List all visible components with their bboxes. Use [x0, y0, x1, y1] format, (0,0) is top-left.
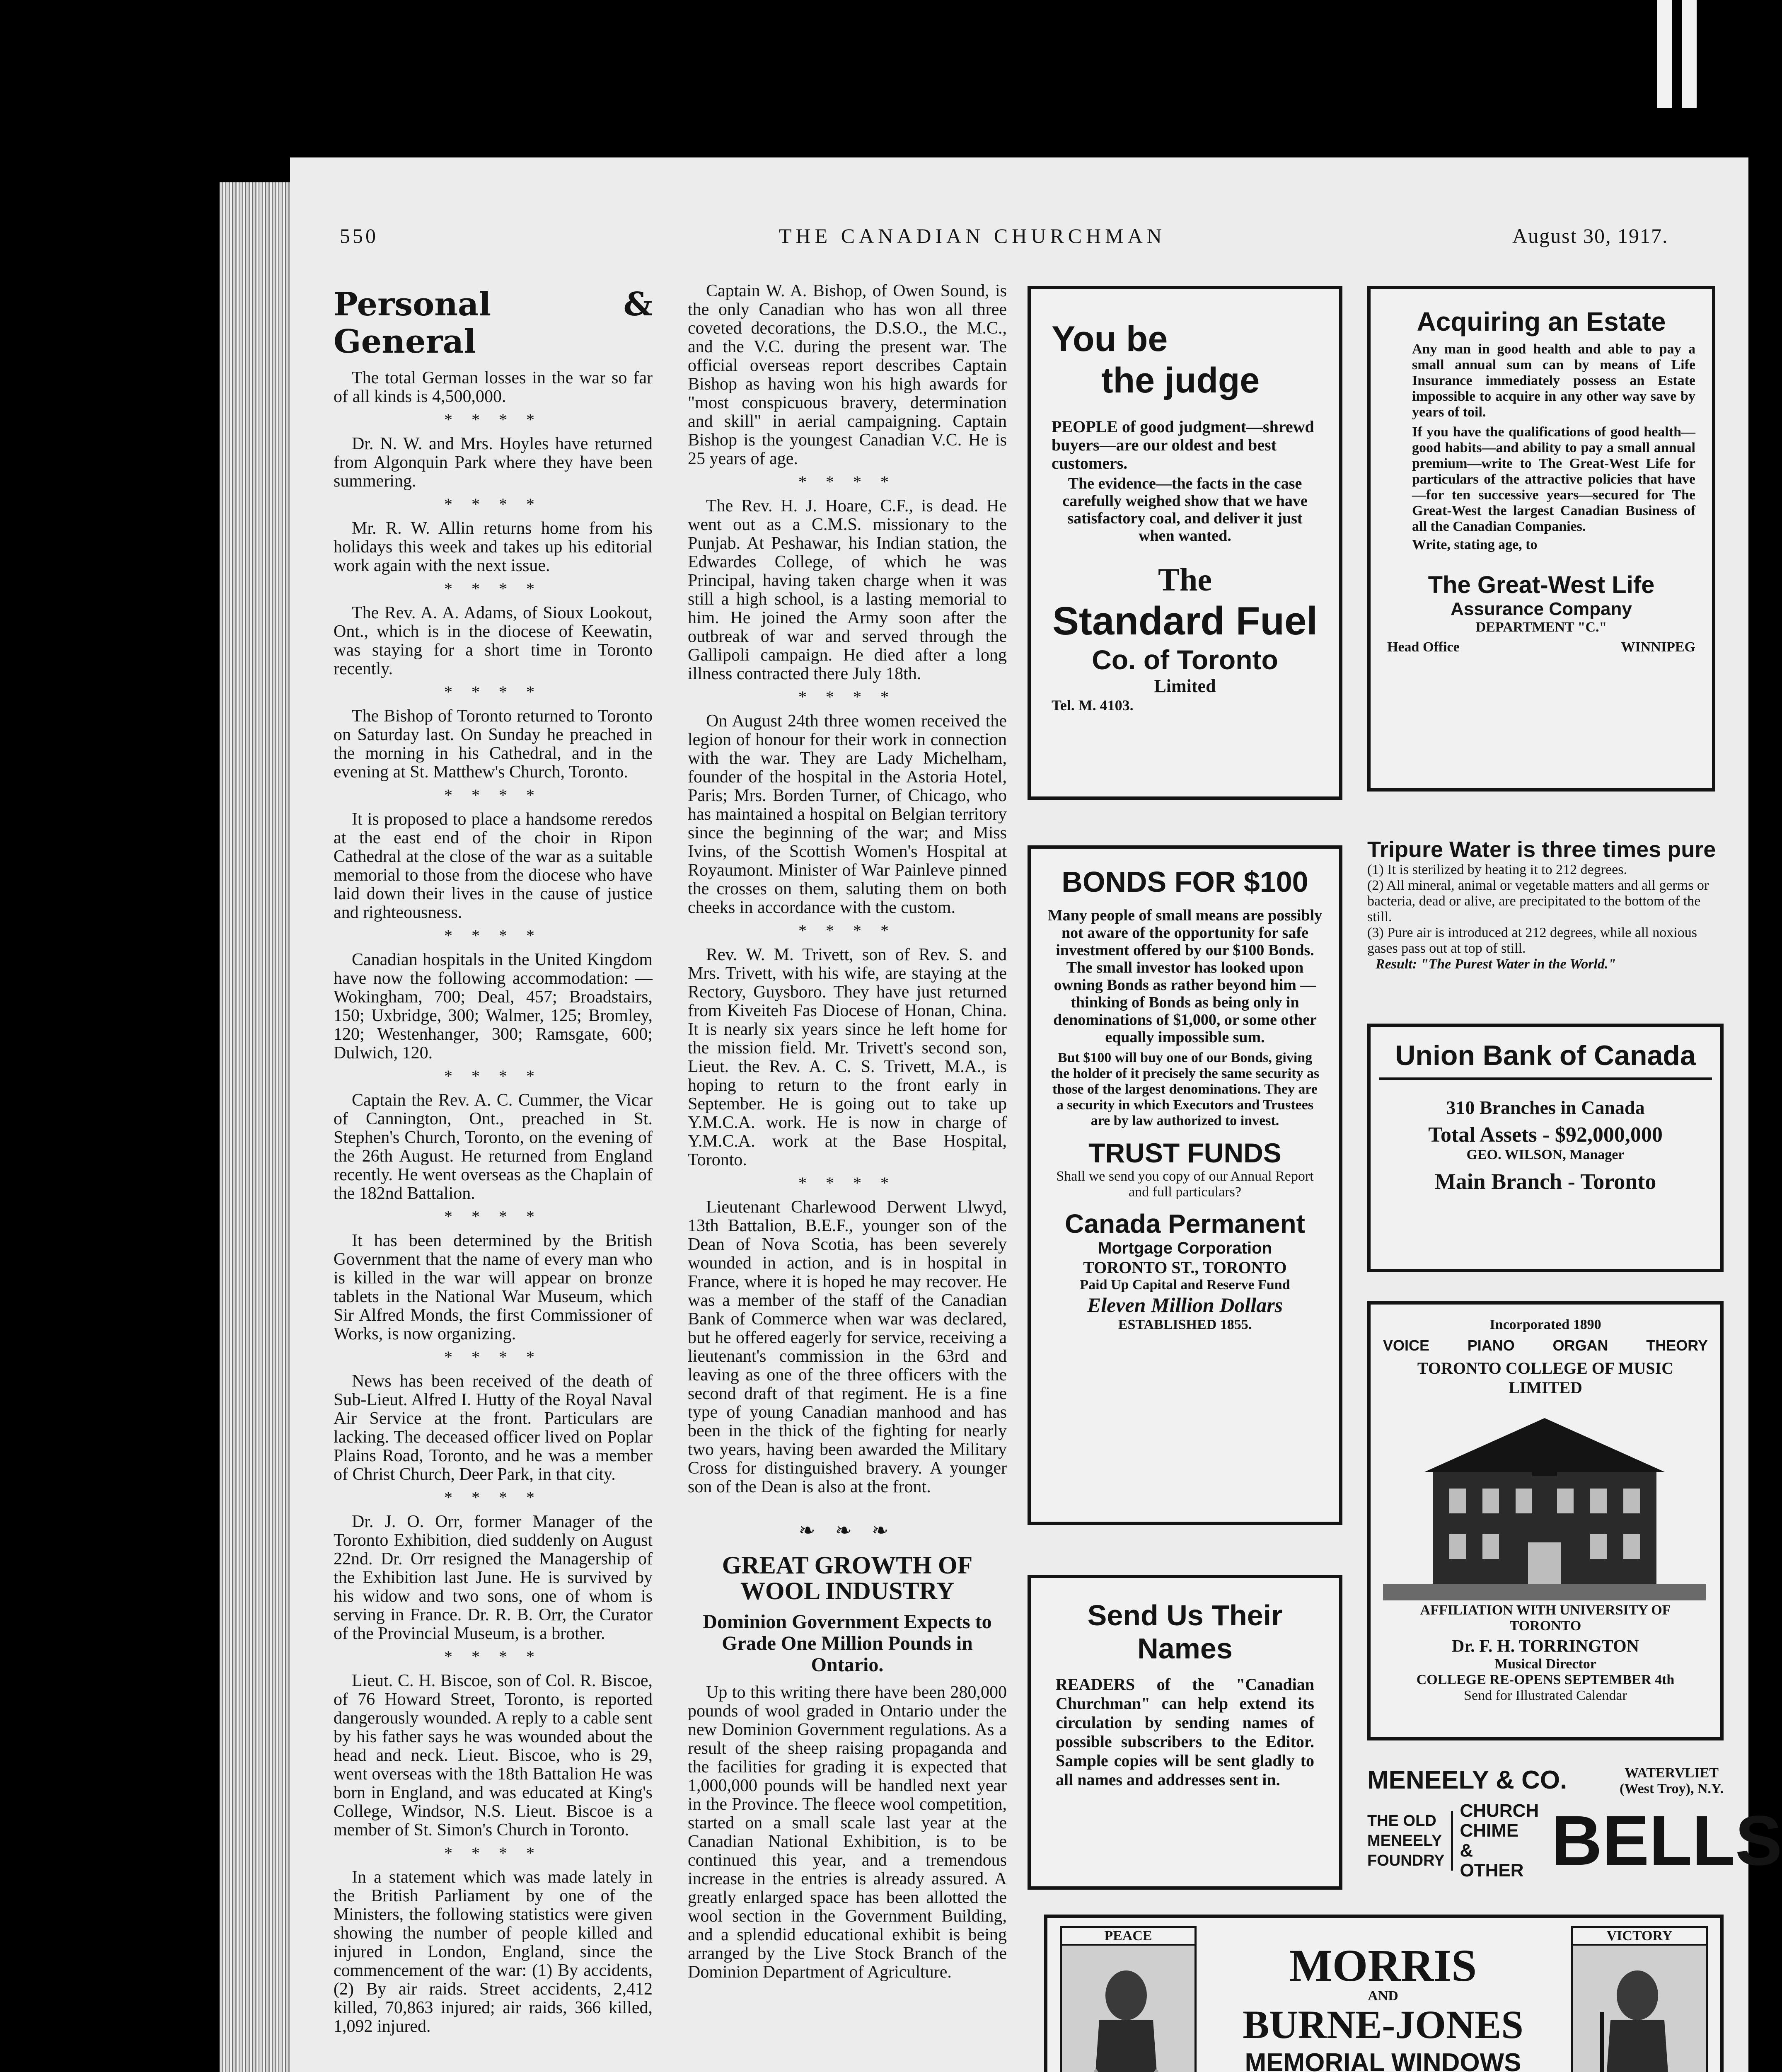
- separator: * * * *: [798, 687, 896, 706]
- news-item: Lieut. C. H. Biscoe, son of Col. R. Biscoe, of 76 Howard Street, Toronto, is reported dangerously wounded. A reply to a cable sent by his father says he was wounded about the head and neck. Lieut. Biscoe, who is 29, went overseas with the 18th Battalion He was born in England, and was educated at King's College, Windsor, N.S. Lieut. Biscoe is a member of St. Simon's Church in Toronto.: [334, 1671, 653, 1840]
- ad-send-heading-2: Names: [1137, 1632, 1233, 1665]
- ad-bells-location: WATERVLIET: [1625, 1765, 1719, 1781]
- ad-bonds-company-2: Mortgage Corporation: [1098, 1239, 1272, 1257]
- ad-union-assets: Total Assets - $92,000,000: [1428, 1123, 1663, 1147]
- news-item: Rev. W. M. Trivett, son of Rev. S. and Mrs. Trivett, with his wife, are staying at the Rectory, Guysboro. They have just returned from Kiveiteh Fas Diocese of Honan, China. It is nearly six years since he left home for the mission field. Mr. Trivett's second son, Lieut. the Rev. A. C. S. Trivett, M.A., is hoping to return to the front early in September. He is going out to take up Y.M.C.A. work. He is now in charge of Y.M.C.A. work at the Base Hospital, Toronto.: [688, 945, 1007, 1169]
- ad-music-incorporated: Incorporated 1890: [1489, 1317, 1601, 1332]
- ad-bells-mid: & OTHER: [1460, 1840, 1524, 1881]
- ad-music-college-name: TORONTO COLLEGE OF MUSIC LIMITED: [1417, 1359, 1674, 1397]
- scan-bar-top-right: [1657, 0, 1672, 108]
- ad-bells-location-2: (West Troy), N.Y.: [1620, 1781, 1724, 1796]
- separator: * * * *: [444, 1067, 542, 1085]
- ad-music-piano: PIANO: [1467, 1337, 1515, 1354]
- ad-music-affiliation: AFFILIATION WITH UNIVERSITY OF TORONTO: [1420, 1602, 1671, 1634]
- ad-bells-mid: CHURCH: [1460, 1801, 1539, 1821]
- ad-morris-name-2: BURNE-JONES: [1243, 2002, 1523, 2047]
- news-item: The Rev. H. J. Hoare, C.F., is dead. He went out as a C.M.S. missionary to the Punjab. At Peshawar, his Indian station, the Edwardes College, of which he was Principal, having taken charge when it was still a high school, is a lasting memorial to him. He joined the Army soon after the outbreak of war and served through the Gallipoli campaign. He died after a long illness contracted there July 18th.: [688, 496, 1007, 683]
- ad-great-west-life: [1367, 286, 1715, 792]
- news-item: In a statement which was made lately in the British Parliament by one of the Ministers, the following statistics were given showing the number of people killed and injured in London, England, since the commencement of the war: (1) By accidents, (2) By air raids. Street accidents, 2,412 killed, 70,863 injured; air raids, 366 killed, 1,092 injured.: [334, 1868, 653, 2036]
- ad-estate-heading: Acquiring an Estate: [1417, 307, 1666, 336]
- ad-send-heading-1: Send Us Their: [1087, 1599, 1283, 1631]
- publication-title: THE CANADIAN CHURCHMAN: [779, 224, 1166, 247]
- news-item: News has been received of the death of Sub-Lieut. Alfred I. Hutty of the Royal Naval Air Service at the front. Particulars are lacking. The deceased officer lived on Poplar Plains Road, Toronto, and he was a member of Christ Church, Deer Park, in that city.: [334, 1372, 653, 1484]
- ad-estate-city: WINNIPEG: [1621, 639, 1695, 655]
- ad-music-reopen: COLLEGE RE-OPENS SEPTEMBER 4th: [1416, 1672, 1675, 1687]
- ad-fuel-heading-2: the judge: [1101, 361, 1260, 400]
- scan-bar-top-right-2: [1682, 0, 1697, 108]
- column-personal-general: [334, 286, 653, 2036]
- ad-bonds-established: ESTABLISHED 1855.: [1118, 1317, 1252, 1332]
- ad-bonds-text-1: Many people of small means are possibly not aware of the opportunity for safe investment offered by our $100 Bonds. The small investor has looked upon owning Bonds as rather beyond him — thinking of Bonds as being only in denominations of $1,000, or some other equally impossible sum.: [1047, 907, 1323, 1046]
- ad-union-main-branch: Main Branch - Toronto: [1434, 1169, 1656, 1194]
- ad-bonds-capital-2: Eleven Million Dollars: [1087, 1293, 1283, 1317]
- ad-union-manager: GEO. WILSON, Manager: [1466, 1147, 1625, 1162]
- news-item: On August 24th three women received the legion of honour for their work in connection with the war. They are Lady Michelham, founder of the hospital in the Astoria Hotel, Paris; Mrs. Borden Turner, of Chicago, who has maintained a hospital on Belgian territory since the beginning of the war; and Miss Ivins, of the Scottish Women's Hospital at Royaumont. Minister of War Painleve pinned the crosses on them, saluting them on both cheeks in accordance with the custom.: [688, 712, 1007, 917]
- wool-article-title: GREAT GROWTH OF WOOL INDUSTRY: [722, 1552, 973, 1605]
- separator: * * * *: [798, 921, 896, 940]
- ad-bells-left: THE OLD: [1367, 1812, 1436, 1830]
- ad-estate-company: The Great-West Life: [1428, 571, 1655, 598]
- ad-bonds-capital: Paid Up Capital and Reserve Fund: [1080, 1277, 1290, 1293]
- ad-meneely-bells: [1367, 1765, 1782, 1890]
- wool-article-subtitle: Dominion Government Expects to Grade One Million Pounds in Ontario.: [703, 1611, 992, 1676]
- victory-figure-illustration: [1573, 1946, 1702, 2072]
- news-item: Dr. J. O. Orr, former Manager of the Toronto Exhibition, died suddenly on August 22nd. Dr. Orr resigned the Managership of the Exhibition last June. He is survived by his widow and two sons, one of whom is serving in France. Dr. R. B. Orr, the Curator of the Provincial Museum, is a brother.: [334, 1512, 653, 1643]
- ad-estate-company-2: Assurance Company: [1451, 599, 1632, 619]
- separator: * * * *: [444, 683, 542, 701]
- ad-fuel-text: PEOPLE of good judgment—shrewd buyers—are our oldest and best customers.: [1052, 417, 1314, 472]
- ad-send-us-names: [1028, 1575, 1342, 1890]
- ad-morris-and: AND: [1368, 1988, 1398, 2004]
- news-item: The Bishop of Toronto returned to Toronto on Saturday last. On Sunday he preached in the morning in his Cathedral, and in the evening at St. Matthew's Church, Toronto.: [334, 707, 653, 782]
- ad-tripure-water: [1367, 837, 1724, 972]
- ad-fuel-the: The: [1158, 562, 1212, 598]
- ad-estate-text-2: If you have the qualifications of good health—good habits—and ability to pay a small annual premium—write to The Great-West Life for particulars of the attractive policies that have—for ten successive years—secured for The Great-West the largest Canadian Business of all the Canadian Companies.: [1412, 424, 1695, 534]
- ad-music-director: Dr. F. H. TORRINGTON: [1451, 1637, 1639, 1656]
- issue-date: August 30, 1917.: [1512, 224, 1668, 247]
- column-middle: [688, 282, 1007, 1982]
- page-number: 550: [340, 224, 378, 247]
- college-building-illustration: [1383, 1402, 1706, 1600]
- news-item: The total German losses in the war so far of all kinds is 4,500,000.: [334, 368, 653, 406]
- separator: * * * *: [444, 410, 542, 429]
- ad-union-bank: [1367, 1024, 1724, 1272]
- ad-music-calendar: Send for Illustrated Calendar: [1464, 1688, 1627, 1703]
- ad-bonds-text-2: But $100 will buy one of our Bonds, giving the holder of it precisely the same security as those of the largest denominations. They are a security in which Executors and Trustees are by law authorized to invest.: [1050, 1050, 1320, 1128]
- separator: * * * *: [444, 579, 542, 598]
- ad-estate-office: Head Office: [1387, 639, 1460, 655]
- section-heading: Personal & General: [334, 286, 653, 361]
- newspaper-page: [290, 157, 1782, 2072]
- ad-music-theory: THEORY: [1646, 1337, 1708, 1354]
- ad-estate-text-1: Any man in good health and able to pay a small annual sum can by means of Life Insurance immediately possess an Estate impossible to acquire in any other way save by years of toil.: [1412, 341, 1695, 420]
- separator: * * * *: [444, 1488, 542, 1507]
- news-item: Canadian hospitals in the United Kingdom have now the following accommodation: — Wokingham, 700; Deal, 457; Broadstairs, 150; Uxbridge, 300; Walmer, 125; Bromley, 120; Westenhanger, 300; Ramsgate, 600; Dulwich, 120.: [334, 950, 653, 1063]
- news-item: Captain W. A. Bishop, of Owen Sound, is the only Canadian who has won all three coveted decorations, the D.S.O., the M.C., and the V.C. during the present war. The official overseas report describes Captain Bishop as having won his high awards for "most conspicuous bravery, determination and skill" in aerial campaigning. Captain Bishop is the youngest Canadian V.C. He is 25 years of age.: [688, 281, 1007, 468]
- separator: * * * *: [444, 495, 542, 513]
- ad-bells-left: MENEELY: [1367, 1832, 1442, 1849]
- separator: * * * *: [444, 1348, 542, 1366]
- ad-bells-left: FOUNDRY: [1367, 1852, 1445, 1869]
- ad-union-branches: 310 Branches in Canada: [1446, 1097, 1645, 1118]
- ad-fuel-limited: Limited: [1154, 676, 1216, 696]
- ad-morris-line-1: MEMORIAL WINDOWS: [1245, 2048, 1521, 2072]
- ad-bells-mid: CHIME: [1460, 1820, 1519, 1841]
- ad-bells-company: MENEELY & CO.: [1367, 1766, 1567, 1794]
- ad-fuel-company-2: Co. of Toronto: [1092, 644, 1278, 675]
- victory-panel: [1571, 1926, 1708, 2072]
- separator: * * * *: [444, 1647, 542, 1666]
- peace-figure-illustration: [1062, 1946, 1190, 2072]
- section-ornament: ❧ ❧ ❧: [798, 1520, 896, 1542]
- news-item: It is proposed to place a handsome reredos at the east end of the choir in Ripon Cathedral at the close of the war as a suitable memorial to those from the diocese who have laid down their lives in the cause of justice and righteousness.: [334, 810, 653, 922]
- ad-tripure-item: (3) Pure air is introduced at 212 degrees, while all noxious gases pass out at top of still.: [1367, 925, 1697, 956]
- ad-bonds-trust-funds: TRUST FUNDS: [1088, 1138, 1281, 1168]
- separator: * * * *: [444, 1207, 542, 1226]
- ad-standard-fuel: [1028, 286, 1342, 800]
- ad-music-role: Musical Director: [1494, 1656, 1596, 1672]
- ad-send-text: READERS of the "Canadian Churchman" can help extend its circulation by sending names of possible subscribers to the Editor. Sample copies will be sent gladly to all names and addresses sent in.: [1056, 1675, 1314, 1789]
- ad-tripure-result: Result: "The Purest Water in the World.": [1376, 956, 1616, 972]
- news-item: Lieutenant Charlewood Derwent Llwyd, 13th Battalion, B.E.F., younger son of the Dean of Nova Scotia, has been severely wounded in action, and is in hospital in France, where it is hoped he may recover. He was a member of the staff of the Canadian Bank of Commerce when war was declared, but he offered eagerly for service, receiving a lieutenant's commission in the 63rd and leaving as one of the three officers with the second draft of that regiment. He is a fine type of young Canadian manhood and has been in the thick of the fighting for nearly two years, having been awarded the Military Cross for distinguished bravery. A younger son of the Dean is also at the front.: [688, 1198, 1007, 1496]
- ad-union-heading: Union Bank of Canada: [1379, 1039, 1712, 1080]
- peace-panel: [1060, 1926, 1197, 2072]
- ad-fuel-phone: Tel. M. 4103.: [1052, 697, 1134, 714]
- victory-label: VICTORY: [1573, 1928, 1706, 1946]
- wool-article-body: Up to this writing there have been 280,000 pounds of wool graded in Ontario under the new Dominion Government regulations. As a result of the sheep raising propaganda and the facilities for grading it is expected that 1,000,000 pounds will be handled next year in the Province. The fleece wool competition, started on a small scale last year at the Canadian National Exhibition, is to be continued this year, and a tremendous increase in the entries is already assured. A greatly enlarged space has been allotted the wool section in the Government Building, and a splendid educational exhibit is being arranged by the Live Stock Branch of the Dominion Department of Agriculture.: [688, 1683, 1007, 1982]
- ad-fuel-company: Standard Fuel: [1052, 599, 1318, 643]
- ad-estate-text-3: Write, stating age, to: [1412, 537, 1538, 552]
- ad-fuel-heading-1: You be: [1052, 319, 1168, 359]
- ad-canada-permanent: [1028, 845, 1342, 1525]
- ad-bonds-heading: BONDS FOR $100: [1061, 866, 1308, 898]
- separator: * * * *: [798, 472, 896, 491]
- news-item: Mr. R. W. Allin returns home from his holidays this week and takes up his editorial work again with the next issue.: [334, 519, 653, 575]
- ad-tripure-item: (2) All mineral, animal or vegetable matters and all germs or bacteria, dead or alive, are precipitated to the bottom of the still.: [1367, 878, 1709, 925]
- ad-tripure-item: (1) It is sterilized by heating it to 212 degrees.: [1367, 862, 1627, 877]
- ad-bonds-text-3: Shall we send you copy of our Annual Report and full particulars?: [1056, 1169, 1314, 1200]
- peace-label: PEACE: [1062, 1928, 1194, 1946]
- news-item: Captain the Rev. A. C. Cummer, the Vicar of Cannington, Ont., preached in St. Stephen's Church, Toronto, on the evening of the 26th August. He returned from England recently. He went overseas as the Chaplain of the 182nd Battalion.: [334, 1091, 653, 1203]
- separator: * * * *: [798, 1174, 896, 1192]
- ad-tripure-heading: Tripure Water is three times pure: [1367, 837, 1716, 862]
- news-item: The Rev. A. A. Adams, of Sioux Lookout, Ont., which is in the diocese of Keewatin, was staying for a short time in Toronto recently.: [334, 603, 653, 678]
- separator: * * * *: [444, 926, 542, 945]
- ad-bonds-address: TORONTO ST., TORONTO: [1083, 1258, 1287, 1277]
- ad-bells-big: BELLS: [1551, 1801, 1782, 1880]
- ad-music-voice: VOICE: [1383, 1337, 1430, 1354]
- ad-music-organ: ORGAN: [1552, 1337, 1608, 1354]
- ad-morris-burne-jones: [1044, 1915, 1724, 2072]
- separator: * * * *: [444, 1844, 542, 1862]
- ad-fuel-text-2: The evidence—the facts in the case carefully weighed show that we have satisfactory coal, and deliver it just when wanted.: [1062, 475, 1308, 545]
- news-item: It has been determined by the British Government that the name of every man who is killed in the war will appear on bronze tablets in the National War Museum, which Sir Alfred Monds, the first Commissioner of Works, is now organizing.: [334, 1231, 653, 1343]
- ad-morris-name: MORRIS: [1289, 1940, 1477, 1991]
- ad-toronto-college-of-music: [1367, 1301, 1724, 1740]
- ad-estate-dept: DEPARTMENT "C.": [1475, 620, 1607, 635]
- ad-bonds-company: Canada Permanent: [1065, 1209, 1305, 1239]
- separator: * * * *: [444, 786, 542, 804]
- news-item: Dr. N. W. and Mrs. Hoyles have returned from Algonquin Park where they have been summering.: [334, 434, 653, 491]
